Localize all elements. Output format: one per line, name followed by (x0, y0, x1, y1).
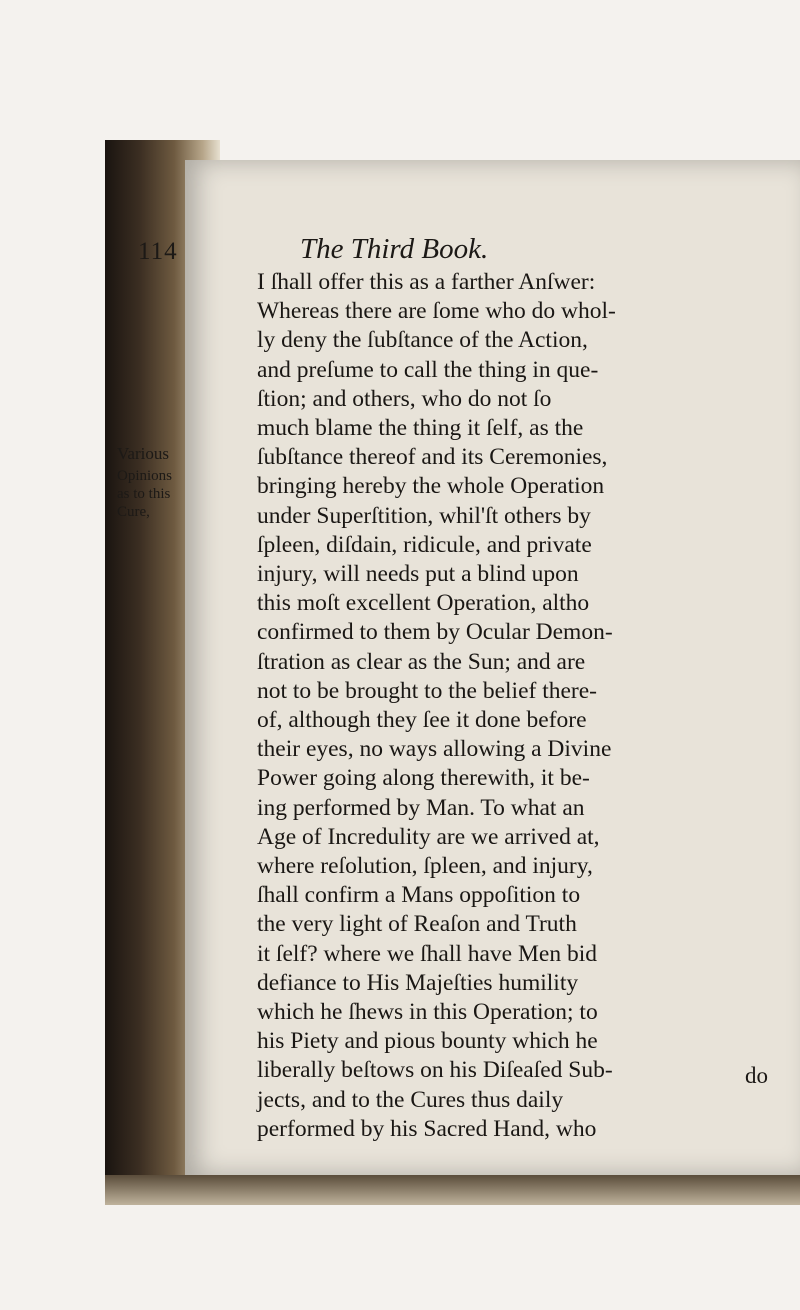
margin-note-line: Cure, (117, 504, 150, 520)
text-line: ſtion; and others, who do not ſo (257, 385, 552, 412)
text-line: defiance to His Majeſties humility (257, 969, 579, 996)
margin-note-line: Opinions (117, 468, 173, 484)
text-line: much blame the thing it ſelf, as the (257, 415, 584, 442)
text-line: of, although they ſee it done before (257, 707, 587, 734)
margin-note-line: Various (117, 444, 169, 463)
text-line: his Piety and pious bounty which he (257, 1028, 598, 1055)
page-bottom-edge (105, 1175, 800, 1205)
text-line: ſhall confirm a Mans oppoſition to (257, 882, 581, 909)
text-line: confirmed to them by Ocular Demon- (257, 619, 613, 646)
text-line: and preſume to call the thing in que- (257, 356, 599, 383)
text-line: performed by his Sacred Hand, who (257, 1115, 597, 1142)
text-line: jects, and to the Cures thus daily (257, 1086, 564, 1113)
text-line: their eyes, no ways allowing a Divine (257, 736, 612, 763)
text-line: liberally beſtows on his Diſeaſed Sub- (257, 1057, 613, 1084)
text-line: Age of Incredulity are we arrived at, (257, 823, 600, 850)
catchword: do (745, 1063, 768, 1088)
text-line: ſtration as clear as the Sun; and are (257, 648, 586, 675)
margin-note (117, 445, 207, 521)
text-line: this moſt excellent Operation, altho (257, 590, 590, 617)
text-line: bringing hereby the whole Operation (257, 473, 605, 500)
text-line: which he ſhews in this Operation; to (257, 999, 598, 1026)
text-line: under Superſtition, whil'ſt others by (257, 502, 591, 529)
text-line: ſpleen, diſdain, ridicule, and private (257, 531, 592, 558)
text-line: Power going along therewith, it be- (257, 765, 590, 792)
body-text (257, 268, 787, 1144)
text-line: ing performed by Man. To what an (257, 794, 585, 821)
text-line: the very light of Reaſon and Truth (257, 911, 577, 938)
margin-note-line: as to this (117, 486, 171, 502)
text-line: not to be brought to the belief there- (257, 677, 597, 704)
text-line: it ſelf? where we ſhall have Men bid (257, 940, 597, 967)
text-line: ſubſtance thereof and its Ceremonies, (257, 444, 608, 471)
text-line: Whereas there are ſome who do whol- (257, 298, 616, 325)
page-number: 114 (138, 238, 178, 265)
text-line: where reſolution, ſpleen, and injury, (257, 853, 593, 880)
text-line: injury, will needs put a blind upon (257, 561, 579, 588)
text-line: ly deny the ſubſtance of the Action, (257, 327, 588, 354)
text-line: I ſhall offer this as a farther Anſwer: (257, 269, 596, 295)
running-head: The Third Book. (300, 233, 489, 265)
